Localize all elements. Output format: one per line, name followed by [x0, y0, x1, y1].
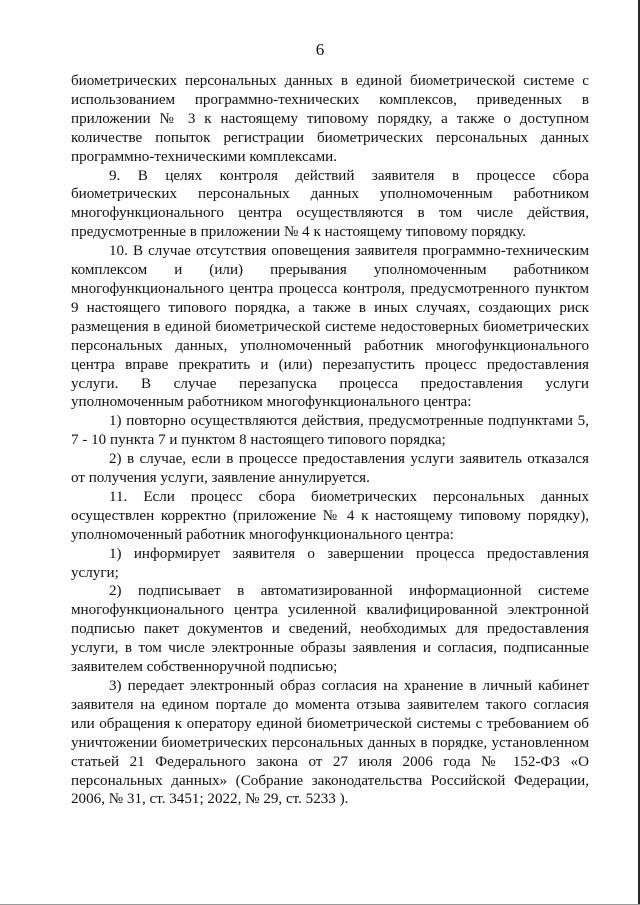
paragraph-item-11-sub-1: 1) информирует заявителя о завершении процесса предоставления услуги;: [71, 545, 589, 581]
page-number: 6: [315, 40, 325, 59]
paragraph-item-9: 9. В целях контроля действий заявителя в процессе сбора биометрических персональных данных уполномоченным работником многофункционального центра осуществляются в том числе действия, предусмотренные в приложении № 4 к настоящему типовому порядку.: [71, 167, 589, 241]
paragraph-item-11: 11. Если процесс сбора биометрических персональных данных осуществлен корректно (приложение № 4 к настоящему типовому порядку), уполномоченный работник многофункционального центра:: [71, 488, 589, 543]
paragraph-item-11-sub-2: 2) подписывает в автоматизированной информационной системе многофункционального центра усиленной квалифицированной электронной подписью пакет документов и сведений, необходимых для предоставления услуги, в том числе электронные образы заявления и согласия, подписанные заявителем собственноручной подписью;: [71, 583, 589, 676]
paragraph-continuation: биометрических персональных данных в единой биометрической системе с использованием программно-технических комплексов, приведенных в приложении № 3 к настоящему типовому порядку, а также о доступном количестве попыток регистрации биометрических персональных данных программно-техническими комплексами.: [71, 73, 589, 165]
paragraph-item-10-sub-2: 2) в случае, если в процессе предоставления услуги заявитель отказался от получения услуги, заявление аннулируется.: [71, 451, 589, 487]
paragraph-item-10: 10. В случае отсутствия оповещения заявителя программно-техническим комплексом и (или) прерывания уполномоченным работником многофункционального центра процесса контроля, предусмотренного пунктом 9 настоящего типового порядка, а также в иных случаях, создающих риск размещения в единой биометрической системе недостоверных биометрических персональных данных, уполномоченный работник многофункционального центра вправе прекратить и (или) перезапустить процесс предоставления услуги. В случае перезапуска процесса предоставления услуги уполномоченным работником многофункционального центра:: [71, 243, 589, 411]
document-body: [71, 72, 589, 809]
paragraph-item-11-sub-3: 3) передает электронный образ согласия на хранение в личный кабинет заявителя на едином портале до момента отзыва заявителем такого согласия или обращения к оператору единой биометрической системы с требованием об уничтожении биометрических персональных данных в порядке, установленном статьей 21 Федерального закона от 27 июля 2006 года № 152-ФЗ «О персональных данных» (Собрание законодательства Российской Федерации, 2006, № 31, ст. 3451; 2022, № 29, ст. 5233 ).: [71, 678, 589, 808]
paragraph-item-10-sub-1: 1) повторно осуществляются действия, предусмотренные подпунктами 5, 7 - 10 пункта 7 и пунктом 8 настоящего типового порядка;: [71, 413, 589, 449]
